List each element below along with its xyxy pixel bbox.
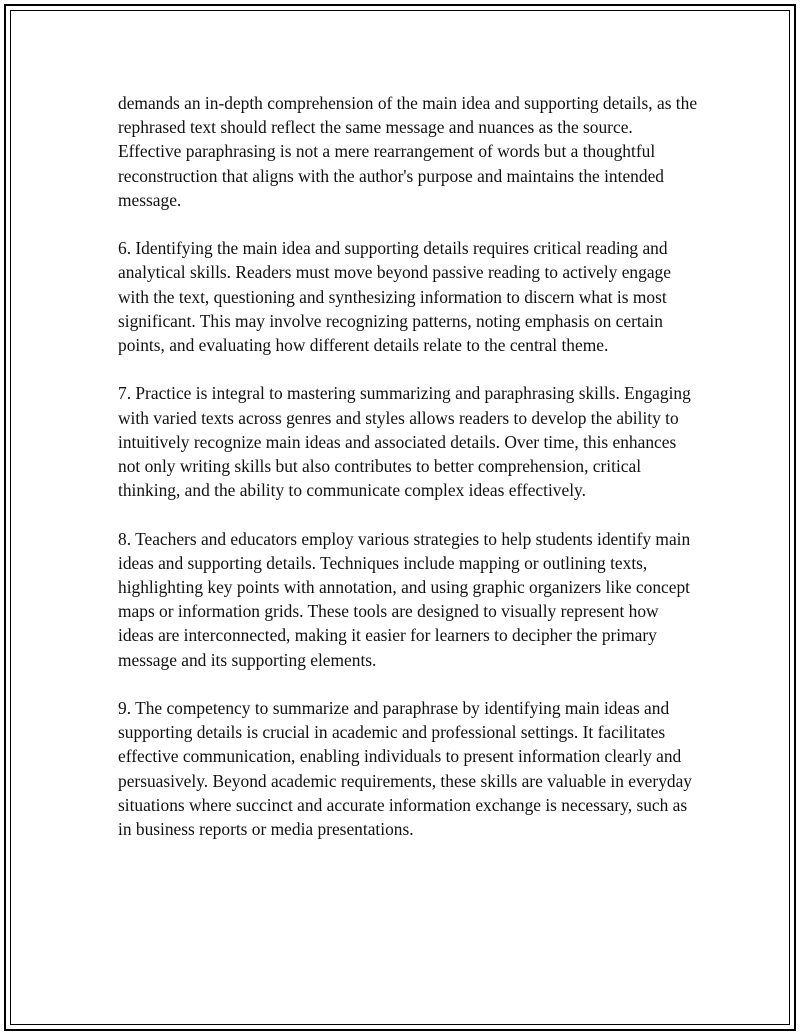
paragraph-6: 6. Identifying the main idea and supporting details requires critical reading and analytical skills. Readers must move beyond passive reading to actively engage with the text, questioning and synthesizing information to discern what is most significant. This may involve recognizing patterns, noting emphasis on certain points, and evaluating how different details relate to the central theme. [118, 238, 671, 356]
paragraph-continuation: demands an in-depth comprehension of the main idea and supporting details, as the rephrased text should reflect the same message and nuances as the source. Effective paraphrasing is not a mere rearrangement of words but a thoughtful reconstruction that aligns with the author's purpose and maintains the intended message. [118, 93, 698, 210]
document-body [118, 91, 698, 865]
paragraph-8: 8. Teachers and educators employ various strategies to help students identify main ideas and supporting details. Techniques include mapping or outlining texts, highlighting key points with annotation, and using graphic organizers like concept maps or information grids. These tools are designed to visually represent how ideas are interconnected, making it easier for learners to decipher the primary message and its supporting elements. [118, 528, 691, 670]
paragraph-7: 7. Practice is integral to mastering summarizing and paraphrasing skills. Engaging with varied texts across genres and styles allows readers to develop the ability to intuitively recognize main ideas and associated details. Over time, this enhances not only writing skills but also contributes to better comprehension, critical thinking, and the ability to communicate complex ideas effectively. [118, 383, 691, 501]
paragraph-9: 9. The competency to summarize and paraphrase by identifying main ideas and supporting details is crucial in academic and professional settings. It facilitates effective communication, enabling individuals to present information clearly and persuasively. Beyond academic requirements, these skills are valuable in everyday situations where succinct and accurate information exchange is necessary, such as in business reports or media presentations. [118, 698, 693, 840]
